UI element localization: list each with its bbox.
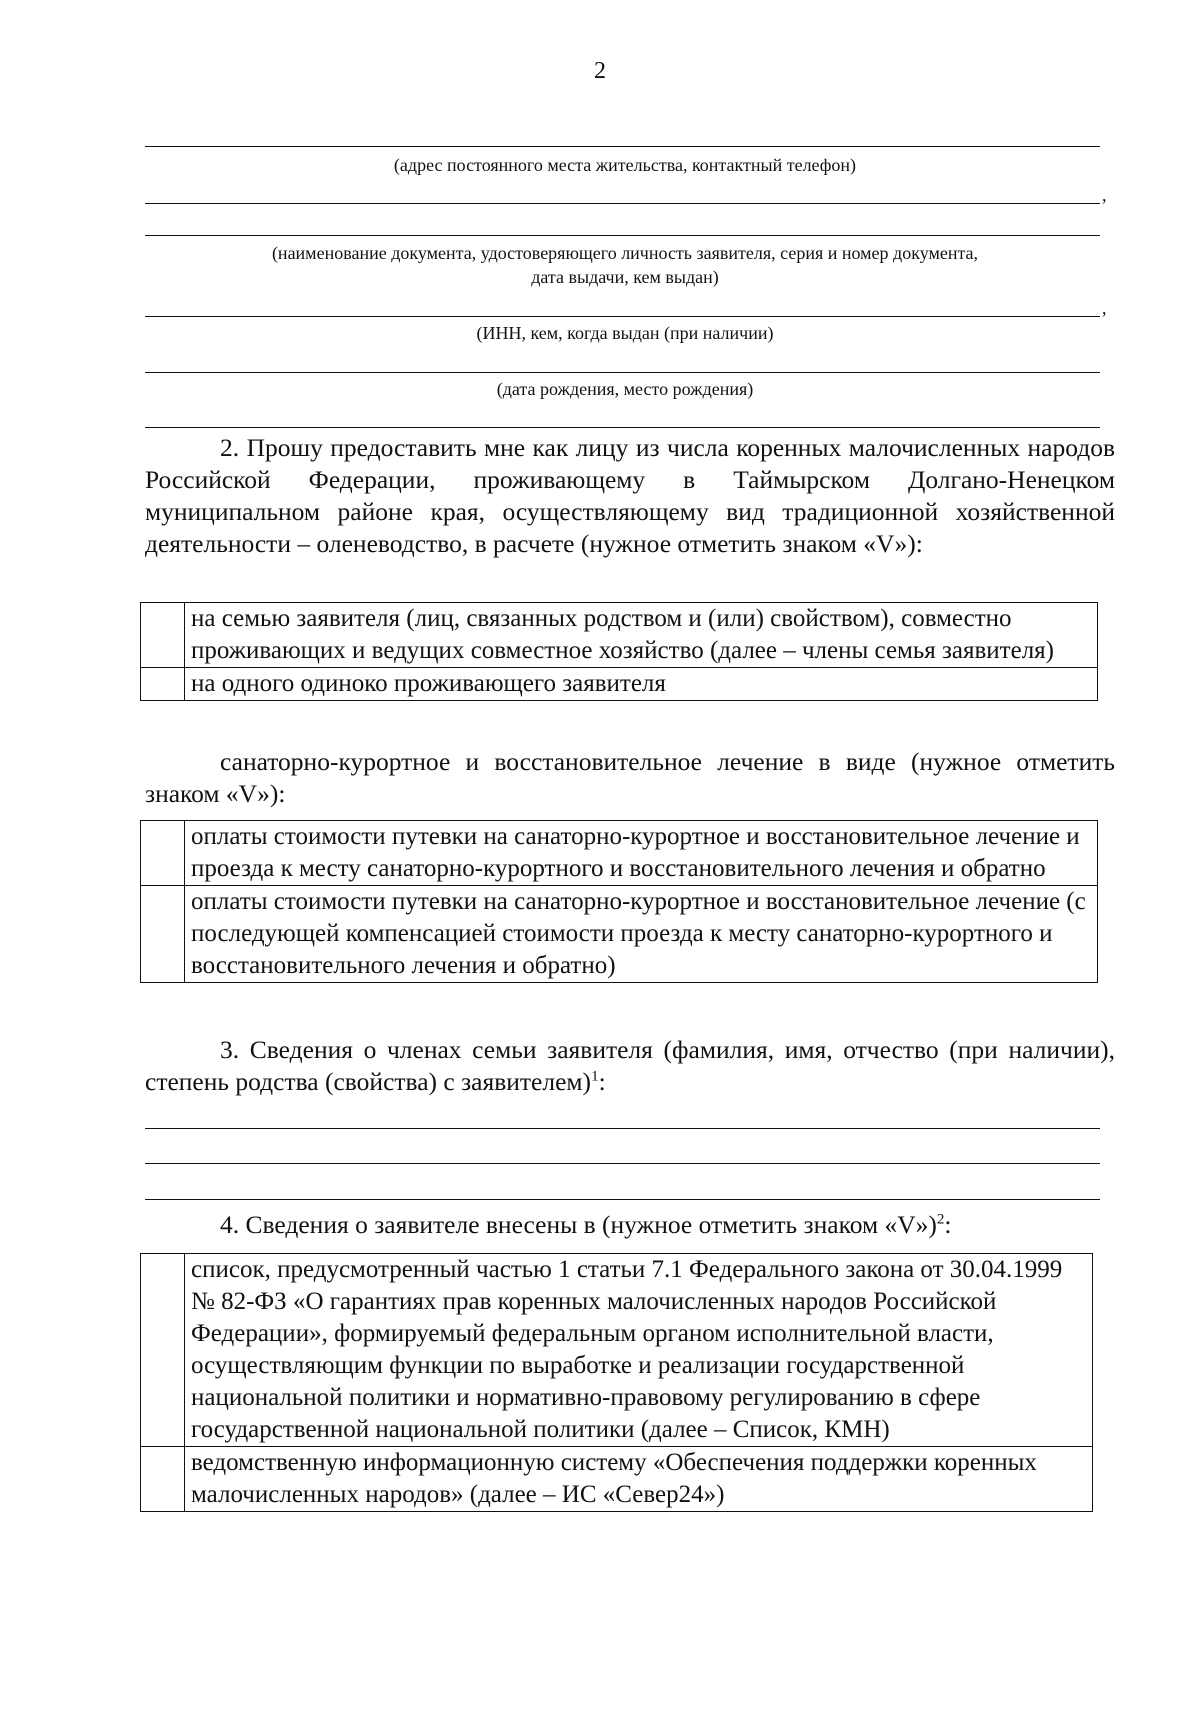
section-2-paragraph xyxy=(145,432,1115,560)
option-is-sever24-label: ведомственную информационную систему «Обеспечения поддержки коренных малочисленных народов» (далее – ИС «Север24») xyxy=(185,1447,1093,1512)
table-row xyxy=(141,603,1098,668)
caption-address: (адрес постоянного места жительства, контактный телефон) xyxy=(393,155,857,175)
section-3-number: 3. xyxy=(220,1035,240,1064)
checkbox-family[interactable] xyxy=(141,603,185,668)
blank-line-address xyxy=(145,146,1100,147)
treatment-paragraph xyxy=(145,746,1115,810)
table-row xyxy=(141,1447,1093,1512)
blank-line-birth xyxy=(145,372,1100,373)
section-2-text: Прошу предоставить мне как лицу из числа коренных малочисленных народов Российской Федерации, проживающему в Таймырском Долгано-Ненецком муниципальном районе края, осуществляющему вид традиционной хозяйственной деятельности – оленеводство, в расчете (нужное отметить знаком «V»): xyxy=(145,433,1116,558)
section-4-paragraph xyxy=(145,1209,1115,1241)
checkbox-list-kmn[interactable] xyxy=(141,1254,185,1447)
section-3-paragraph xyxy=(145,1034,1115,1098)
section-4-number: 4. xyxy=(220,1210,240,1239)
blank-line-birth-cont xyxy=(145,427,1100,428)
table-row xyxy=(141,1254,1093,1447)
blank-line-address-cont xyxy=(145,203,1100,204)
table-row xyxy=(141,821,1098,886)
caption-birth: (дата рождения, место рождения) xyxy=(496,379,754,399)
footnote-1: 1 xyxy=(591,1068,599,1085)
comma: , xyxy=(1102,185,1107,205)
checkbox-treatment-compensation[interactable] xyxy=(141,886,185,983)
option-family-label: на семью заявителя (лиц, связанных родством и (или) свойством), совместно проживающих и ведущих совместное хозяйство (далее – члены семья заявителя) xyxy=(185,603,1098,668)
treatment-text: санаторно-курортное и восстановительное лечение в виде (нужное отметить знаком «V»): xyxy=(145,747,1115,808)
section-3-text: Сведения о членах семьи заявителя (фамилия, имя, отчество (при наличии), степень родства (свойства) с заявителем) xyxy=(145,1035,1116,1096)
footnote-2: 2 xyxy=(936,1211,945,1228)
section-4-colon: : xyxy=(944,1210,952,1239)
section-3-colon: : xyxy=(598,1067,606,1096)
page-number: 2 xyxy=(594,58,606,84)
checkbox-treatment-with-travel[interactable] xyxy=(141,821,185,886)
checkbox-single[interactable] xyxy=(141,668,185,701)
family-members-line-2 xyxy=(145,1163,1100,1164)
blank-line-inn xyxy=(145,316,1100,317)
family-members-line-3 xyxy=(145,1199,1100,1200)
checkbox-is-sever24[interactable] xyxy=(141,1447,185,1512)
registry-options-table xyxy=(140,1253,1093,1512)
caption-id-document-line1: (наименование документа, удостоверяющего личность заявителя, серия и номер документа, xyxy=(271,243,979,263)
option-single-label: на одного одиноко проживающего заявителя xyxy=(185,668,1098,701)
table-row xyxy=(141,886,1098,983)
option-list-kmn-label: список, предусмотренный частью 1 статьи 7.1 Федерального закона от 30.04.1999 № 82-ФЗ «О гарантиях прав коренных малочисленных народов Российской Федерации», формируемый федеральным органом исполнительной власти, осуществляющим функции по выработке и реализации государственной национальной политики и нормативно-правовому регулированию в сфере государственной национальной политики (далее – Список, КМН) xyxy=(185,1254,1093,1447)
comma: , xyxy=(1102,298,1107,318)
section-2-number: 2. xyxy=(220,433,240,462)
option-treatment-with-travel-label: оплаты стоимости путевки на санаторно-курортное и восстановительное лечение и проезда к месту санаторно-курортного и восстановительного лечения и обратно xyxy=(185,821,1098,886)
table-row xyxy=(141,668,1098,701)
blank-line-id-document xyxy=(145,235,1100,236)
treatment-options-table xyxy=(140,820,1098,983)
caption-inn: (ИНН, кем, когда выдан (при наличии) xyxy=(476,323,774,343)
family-options-table xyxy=(140,602,1098,701)
family-members-line-1 xyxy=(145,1128,1100,1129)
caption-id-document-line2: дата выдачи, кем выдан) xyxy=(531,267,719,287)
option-treatment-compensation-label: оплаты стоимости путевки на санаторно-курортное и восстановительное лечение (с последующей компенсацией стоимости проезда к месту санаторно-курортного и восстановительного лечения и обратно) xyxy=(185,886,1098,983)
section-4-text: Сведения о заявителе внесены в (нужное отметить знаком «V») xyxy=(245,1210,937,1239)
